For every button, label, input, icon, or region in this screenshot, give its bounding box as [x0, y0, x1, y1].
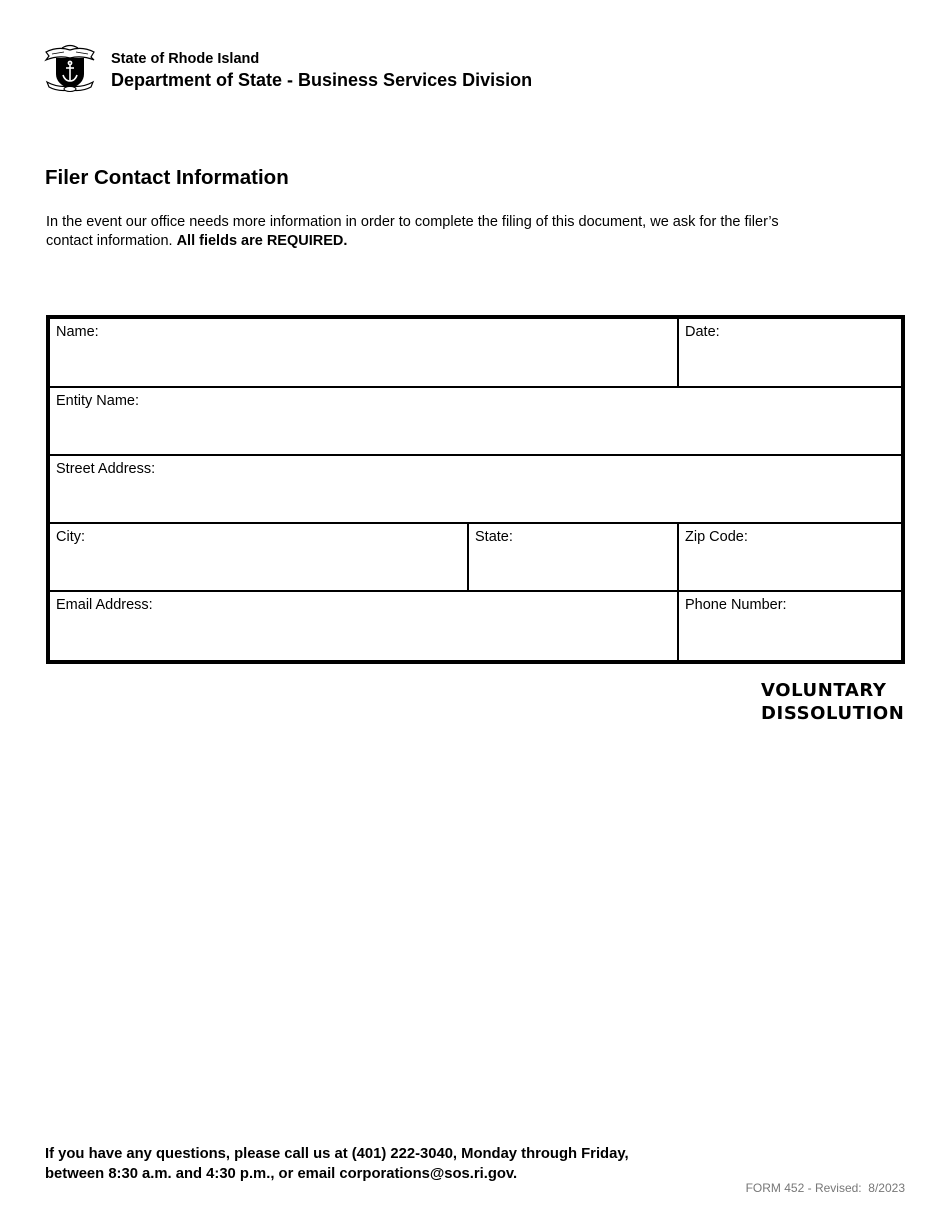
street-address-field[interactable] [56, 482, 895, 516]
footer-contact-line2: between 8:30 a.m. and 4:30 p.m., or email corporations@sos.ri.gov. [45, 1165, 518, 1182]
document-type-line2: DISSOLUTION [761, 702, 905, 724]
form-number: FORM 452 - Revised: 8/2023 [745, 1181, 905, 1195]
filer-contact-form [46, 315, 905, 664]
document-type-line1: VOLUNTARY [761, 680, 887, 701]
document-type [761, 680, 904, 725]
entity-name-field[interactable] [56, 414, 895, 448]
city-field[interactable] [56, 550, 461, 584]
street-address-label: Street Address: [56, 461, 156, 477]
email-address-label: Email Address: [56, 597, 153, 613]
date-field[interactable] [685, 345, 895, 380]
intro-text: In the event our office needs more information in order to complete the filing of this document, we ask for the filer’s contact information. [46, 214, 779, 249]
zip-code-cell[interactable] [679, 524, 901, 590]
entity-name-label: Entity Name: [56, 393, 139, 409]
section-title: Filer Contact Information [45, 166, 289, 189]
date-cell[interactable] [679, 319, 901, 386]
footer-contact-info [45, 1145, 629, 1184]
entity-name-cell[interactable] [50, 388, 901, 454]
street-address-cell[interactable] [50, 456, 901, 522]
zip-code-label: Zip Code: [685, 529, 748, 545]
state-name: State of Rhode Island [111, 51, 260, 67]
phone-number-field[interactable] [685, 618, 895, 654]
email-address-field[interactable] [56, 618, 671, 654]
required-notice: All fields are REQUIRED. [176, 233, 348, 249]
footer-contact-line1: If you have any questions, please call us at (401) 222-3040, Monday through Friday, [45, 1146, 629, 1162]
phone-number-cell[interactable] [679, 592, 901, 660]
state-field[interactable] [475, 550, 671, 584]
date-label: Date: [685, 324, 720, 340]
intro-paragraph [46, 213, 826, 251]
name-label: Name: [56, 324, 99, 340]
name-field[interactable] [56, 345, 671, 380]
name-cell[interactable] [50, 319, 677, 386]
zip-code-field[interactable] [685, 550, 895, 584]
department-name: Department of State - Business Services Division [111, 70, 533, 90]
city-cell[interactable] [50, 524, 467, 590]
state-label: State: [475, 529, 513, 545]
rhode-island-state-seal-icon [44, 44, 96, 92]
phone-number-label: Phone Number: [685, 597, 787, 613]
city-label: City: [56, 529, 85, 545]
email-address-cell[interactable] [50, 592, 677, 660]
state-cell[interactable] [469, 524, 677, 590]
